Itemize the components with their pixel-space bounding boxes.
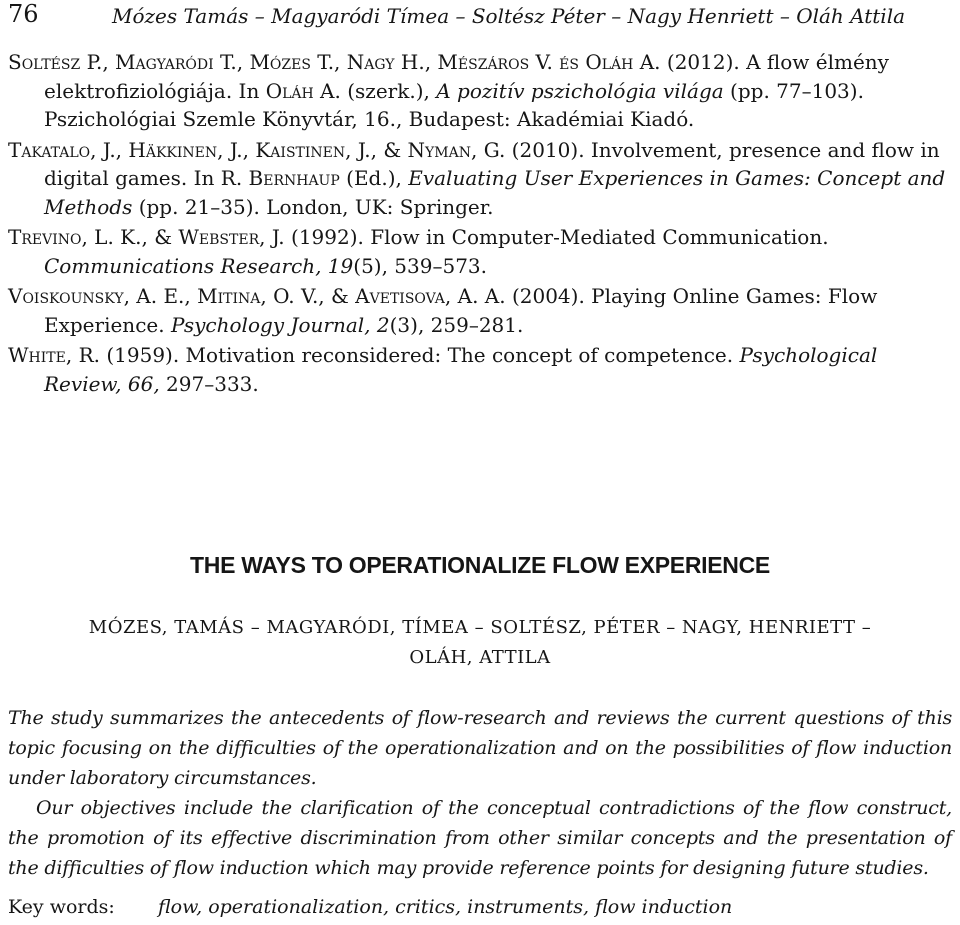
reference-editor: Bernhaup: [248, 166, 340, 190]
reference-source: Psychological Review, 66,: [44, 343, 878, 396]
reference-authors: Voiskounsky, A. E., Mitina, O. V., & Avetisova, A. A.: [8, 284, 506, 308]
reference-text: (pp. 77–103). Pszichológiai Szemle Könyvtár, 16., Budapest: Akadémiai Kiadó.: [44, 78, 864, 131]
reference-source: Communications Research, 19: [44, 253, 354, 278]
reference-item: [8, 223, 953, 280]
keywords-list: flow, operationalization, critics, instruments, flow induction: [158, 896, 733, 918]
reference-authors: White, R.: [8, 343, 100, 367]
reference-text: 297–333.: [159, 371, 259, 396]
reference-text: (2004). Playing Online Games: Flow Experience.: [44, 284, 878, 337]
reference-editor: Oláh A.: [265, 78, 341, 103]
abstract-title: THE WAYS TO OPERATIONALIZE FLOW EXPERIENCE: [190, 552, 770, 578]
reference-source: Psychology Journal, 2: [170, 312, 390, 337]
reference-source: A pozitív pszichológia világa: [436, 78, 724, 103]
reference-item: [8, 282, 953, 339]
reference-authors: Soltész P., Magyaródi T., Mózes T., Nagy H., Mészáros V. és Oláh A.: [8, 50, 661, 74]
reference-item: [8, 136, 953, 222]
reference-text: (2010). Involvement, presence and flow in digital games. In R.: [44, 137, 940, 190]
reference-list: [8, 48, 953, 400]
abstract-authors: MÓZES, TAMÁS – MAGYARÓDI, TÍMEA – SOLTÉSZ, PÉTER – NAGY, HENRIETT – OLÁH, ATTILA: [88, 617, 872, 668]
abstract-body: [8, 703, 952, 883]
keywords-line: [8, 896, 732, 918]
reference-text: (3), 259–281.: [389, 312, 524, 337]
reference-source: Evaluating User Experiences in Games: Concept and Methods: [44, 166, 946, 219]
reference-text: (1959). Motivation reconsidered: The concept of competence.: [99, 343, 740, 367]
english-abstract: [0, 552, 960, 883]
reference-text: (5), 539–573.: [353, 253, 488, 278]
running-head: Mózes Tamás – Magyaródi Tímea – Soltész Péter – Nagy Henriett – Oláh Attila: [112, 4, 906, 28]
page-header: [8, 0, 953, 34]
reference-text: (szerk.),: [340, 78, 437, 103]
reference-text: (2012). A flow élmény elektrofiziológiája. In: [44, 50, 889, 103]
abstract-paragraph: The study summarizes the antecedents of flow-research and reviews the current questions of this topic focusing on the difficulties of the operationalization and on the possibilities of flow induction under laboratory circumstances.: [8, 707, 952, 789]
abstract-paragraph: Our objectives include the clarification of the conceptual contradictions of the flow construct, the promotion of its effective discrimination from other similar concepts and the presentation of the difficulties of flow induction which may provide reference points for designing future studies.: [8, 797, 952, 879]
reference-item: [8, 48, 953, 134]
keywords-label: Key words:: [8, 896, 115, 918]
page-number: 76: [8, 0, 39, 28]
reference-text: (Ed.),: [339, 166, 409, 190]
reference-text: (pp. 21–35). London, UK: Springer.: [132, 194, 494, 219]
reference-text: (1992). Flow in Computer-Mediated Communication.: [284, 225, 829, 249]
reference-authors: Trevino, L. K., & Webster, J.: [8, 225, 285, 249]
reference-item: [8, 341, 953, 398]
reference-authors: Takatalo, J., Häkkinen, J., Kaistinen, J., & Nyman, G.: [8, 137, 506, 162]
